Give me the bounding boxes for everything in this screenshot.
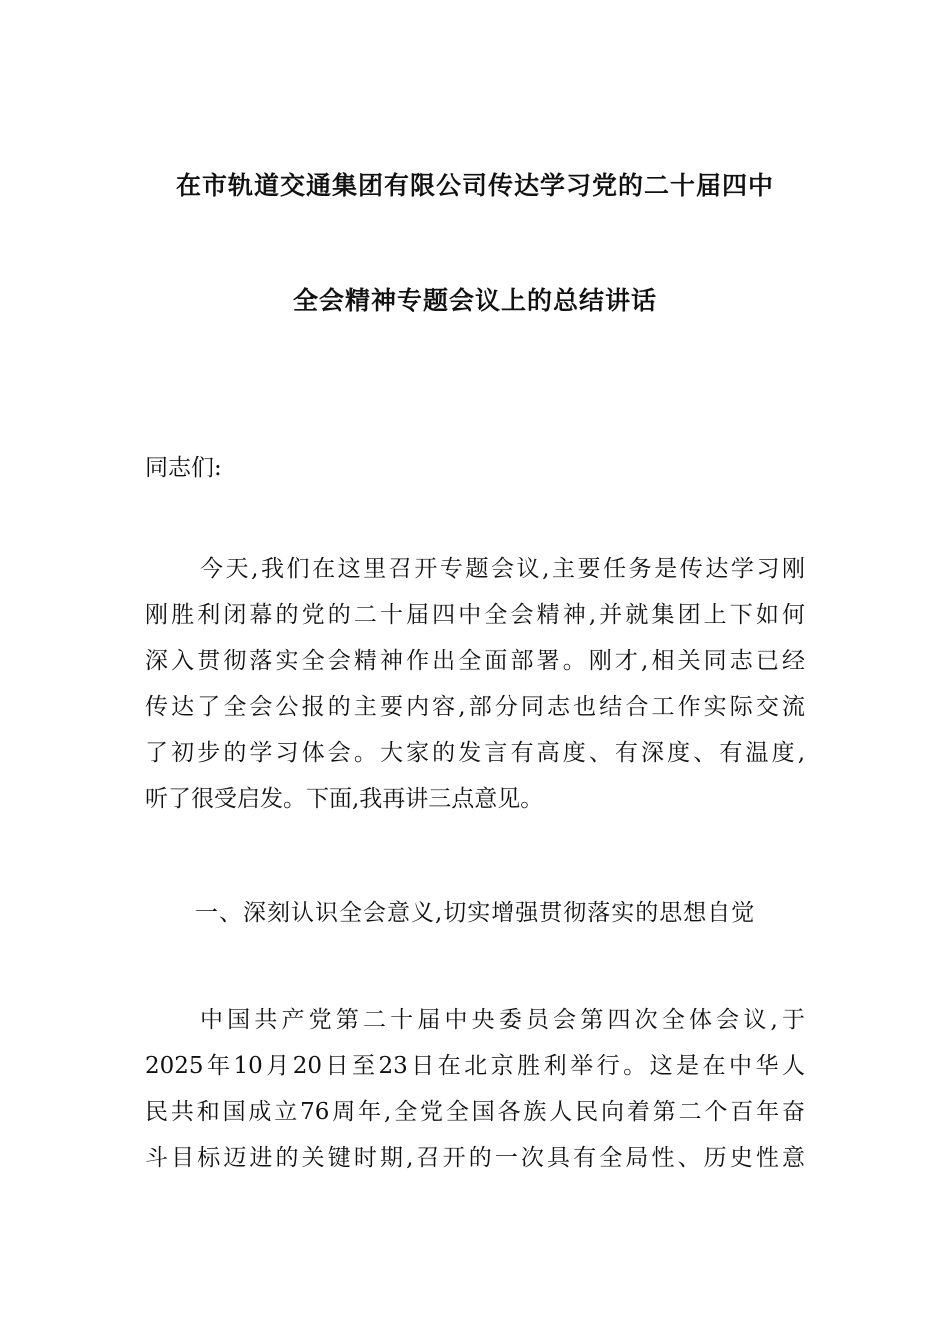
paragraph-line: 民共和国成立76周年,全党全国各族人民向着第二个百年奋: [145, 1099, 805, 1125]
document-title-line-1: 在市轨道交通集团有限公司传达学习党的二十届四中: [175, 171, 774, 200]
paragraph-line: 斗目标迈进的关键时期,召开的一次具有全局性、历史性意: [145, 1145, 805, 1171]
document-title-line-2: 全会精神专题会议上的总结讲话: [292, 286, 657, 315]
paragraph-line: 听了很受启发。下面,我再讲三点意见。: [145, 786, 544, 812]
paragraph-line: 刚胜利闭幕的党的二十届四中全会精神,并就集团上下如何: [145, 602, 805, 628]
paragraph-line: 深入贯彻落实全会精神作出全面部署。刚才,相关同志已经: [145, 648, 805, 674]
salutation: 同志们:: [145, 455, 222, 481]
paragraph-line: 传达了全会公报的主要内容,部分同志也结合工作实际交流: [145, 694, 805, 720]
section-heading: 一、深刻认识全会意义,切实增强贯彻落实的思想自觉: [195, 900, 756, 926]
paragraph-line: 今天,我们在这里召开专题会议,主要任务是传达学习刚: [200, 556, 805, 582]
paragraph-line: 了初步的学习体会。大家的发言有高度、有深度、有温度,: [145, 740, 805, 766]
paragraph-line: 2025年10月20日至23日在北京胜利举行。这是在中华人: [145, 1053, 805, 1079]
paragraph-line: 中国共产党第二十届中央委员会第四次全体会议,于: [200, 1007, 805, 1033]
